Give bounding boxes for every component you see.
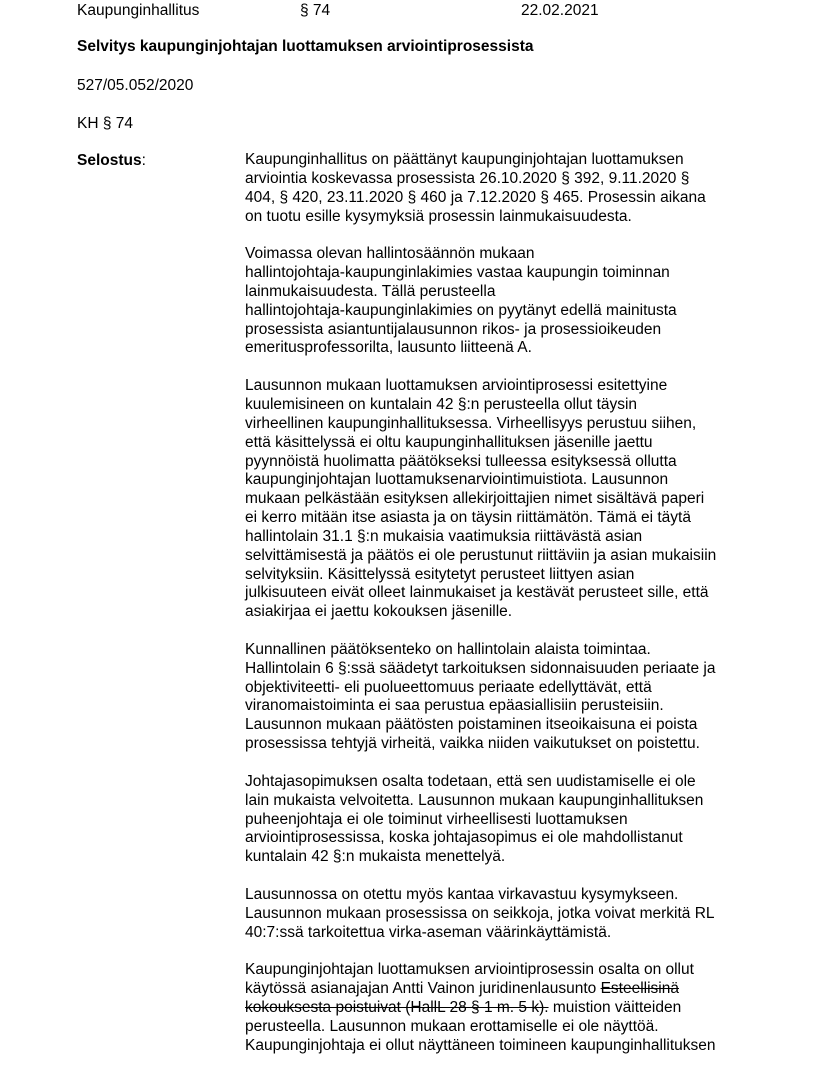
body-paragraph xyxy=(245,773,735,867)
body-line: Kunnallinen päätöksenteko on hallintolain alaista toimintaa. xyxy=(245,640,651,658)
body-line: mukaan pelkästään esityksen allekirjoittajien nimet sisältävä paperi xyxy=(245,490,705,508)
body-line: hallintolain 31.1 §:n mukaisia vaatimuksia riittävästä asian xyxy=(245,527,643,545)
body-line: Voimassa olevan hallintosäännön mukaan xyxy=(245,245,535,263)
body-line: perusteella. Lausunnon mukaan erottamiselle ei ole näyttöä. xyxy=(245,1017,659,1035)
body-line: että käsittelyssä ei oltu kaupunginhallituksen jäsenille jaettu xyxy=(245,433,653,451)
body-line: kaupunginjohtajan luottamuksenarviointimuistiota. Lausunnon xyxy=(245,471,669,489)
document-title: Selvitys kaupunginjohtajan luottamuksen arviointiprosessista xyxy=(77,38,534,55)
section-reference: KH § 74 xyxy=(77,115,134,132)
struck-text: Esteellisinä xyxy=(600,980,679,998)
body-line: Lausunnon mukaan päätösten poistaminen itseoikaisuna ei poista xyxy=(245,716,698,734)
selostus-label-colon: : xyxy=(141,152,146,169)
body-line: objektiviteetti- eli puolueettomuus periaate edellyttävät, että xyxy=(245,678,652,696)
body-paragraph xyxy=(245,151,735,226)
body-line: Hallintolain 6 §:ssä säädetyt tarkoituksen sidonnaisuuden periaate ja xyxy=(245,659,716,677)
body-line: Kaupunginjohtaja ei ollut näyttäneen toimineen kaupunginhallituksen xyxy=(245,1036,716,1054)
header-section: § 74 xyxy=(300,2,331,19)
body-line xyxy=(245,980,735,999)
body-line-text: käytössä asianajajan Antti Vainon juridinenlausunto xyxy=(245,980,601,998)
body-paragraph xyxy=(245,377,735,622)
body-line xyxy=(245,999,735,1018)
body-line: virheellinen kaupunginhallituksessa. Virheellisyys perustuu siihen, xyxy=(245,414,697,432)
body-paragraph xyxy=(245,886,735,943)
body-line: Johtajasopimuksen osalta todetaan, että sen uudistamiselle ei ole xyxy=(245,772,696,790)
body-line: lain mukaista velvoitetta. Lausunnon mukaan kaupunginhallituksen xyxy=(245,791,704,809)
body-line: Lausunnossa on otettu myös kantaa virkavastuu kysymykseen. xyxy=(245,885,679,903)
body-line: asiakirjaa ei jaettu kokouksen jäsenille. xyxy=(245,603,513,621)
header-date: 22.02.2021 xyxy=(521,2,599,19)
body-line: kuntalain 42 §:n mukaista menettelyä. xyxy=(245,848,506,866)
selostus-label-text: Selostus xyxy=(77,152,142,169)
body-line: 404, § 420, 23.11.2020 § 460 ja 7.12.2020 § 465. Prosessin aikana xyxy=(245,188,706,206)
body-line: kuulemisineen on kuntalain 42 §:n perusteella ollut täysin xyxy=(245,395,638,413)
body-line: lainmukaisuudesta. Tällä perusteella xyxy=(245,282,496,300)
body-line: arviointia koskevassa prosessista 26.10.2020 § 392, 9.11.2020 § xyxy=(245,169,690,187)
body-line: arviointiprosessissa, koska johtajasopimus ei ole mahdollistanut xyxy=(245,829,683,847)
body-line: emeritusprofessorilta, lausunto liitteenä A. xyxy=(245,339,532,357)
body-line: on tuotu esille kysymyksiä prosessin lainmukaisuudesta. xyxy=(245,207,632,225)
body-line: Kaupunginhallitus on päättänyt kaupunginjohtajan luottamuksen xyxy=(245,151,684,168)
body-paragraph-last xyxy=(245,961,735,1055)
case-number: 527/05.052/2020 xyxy=(77,77,194,94)
body-line: pyynnöistä huolimatta päätökseksi tulleessa esityksessä ollutta xyxy=(245,452,677,470)
body-paragraph xyxy=(245,245,735,358)
body-line: Lausunnon mukaan luottamuksen arviointiprosessi esitettyine xyxy=(245,377,668,395)
body-line: prosessissa tehtyjä virheitä, vaikka niiden vaikutukset on poistettu. xyxy=(245,735,700,753)
struck-text: kokouksesta poistuivat (HallL 28 § 1 m. 5 k). xyxy=(245,998,549,1016)
selostus-body xyxy=(245,151,735,1074)
body-paragraph xyxy=(245,641,735,754)
body-line: selvittämisestä ja päätös ei ole perustunut riittäviin ja asian mukaisiin xyxy=(245,546,717,564)
body-line: viranomaistoiminta ei saa perustua epäasiallisiin perusteisiin. xyxy=(245,697,664,715)
body-line: hallintojohtaja-kaupunginlakimies vastaa kaupungin toiminnan xyxy=(245,264,670,282)
body-line: prosessista asiantuntijalausunnon rikos- ja prosessioikeuden xyxy=(245,320,662,338)
body-line: julkisuuteen eivät olleet lainmukaiset ja kestävät perusteet sille, että xyxy=(245,584,709,602)
body-line-text: muistion väitteiden xyxy=(548,998,682,1016)
selostus-label xyxy=(77,151,146,170)
header-organ: Kaupunginhallitus xyxy=(77,2,200,19)
body-line: hallintojohtaja-kaupunginlakimies on pyytänyt edellä mainitusta xyxy=(245,301,677,319)
body-line: puheenjohtaja ei ole toiminut virheellisesti luottamuksen xyxy=(245,810,628,828)
body-line: selvityksiin. Käsittelyssä esitytetyt perusteet liittyen asian xyxy=(245,565,635,583)
body-line: Lausunnon mukaan prosessissa on seikkoja, jotka voivat merkitä RL xyxy=(245,904,715,922)
body-line: Kaupunginjohtajan luottamuksen arviointiprosessin osalta on ollut xyxy=(245,961,694,979)
body-line: ei kerro mitään itse asiasta ja on täysin riittämätön. Tämä ei täytä xyxy=(245,509,691,527)
body-line: 40:7:ssä tarkoitettua virka-aseman väärinkäyttämistä. xyxy=(245,923,612,941)
